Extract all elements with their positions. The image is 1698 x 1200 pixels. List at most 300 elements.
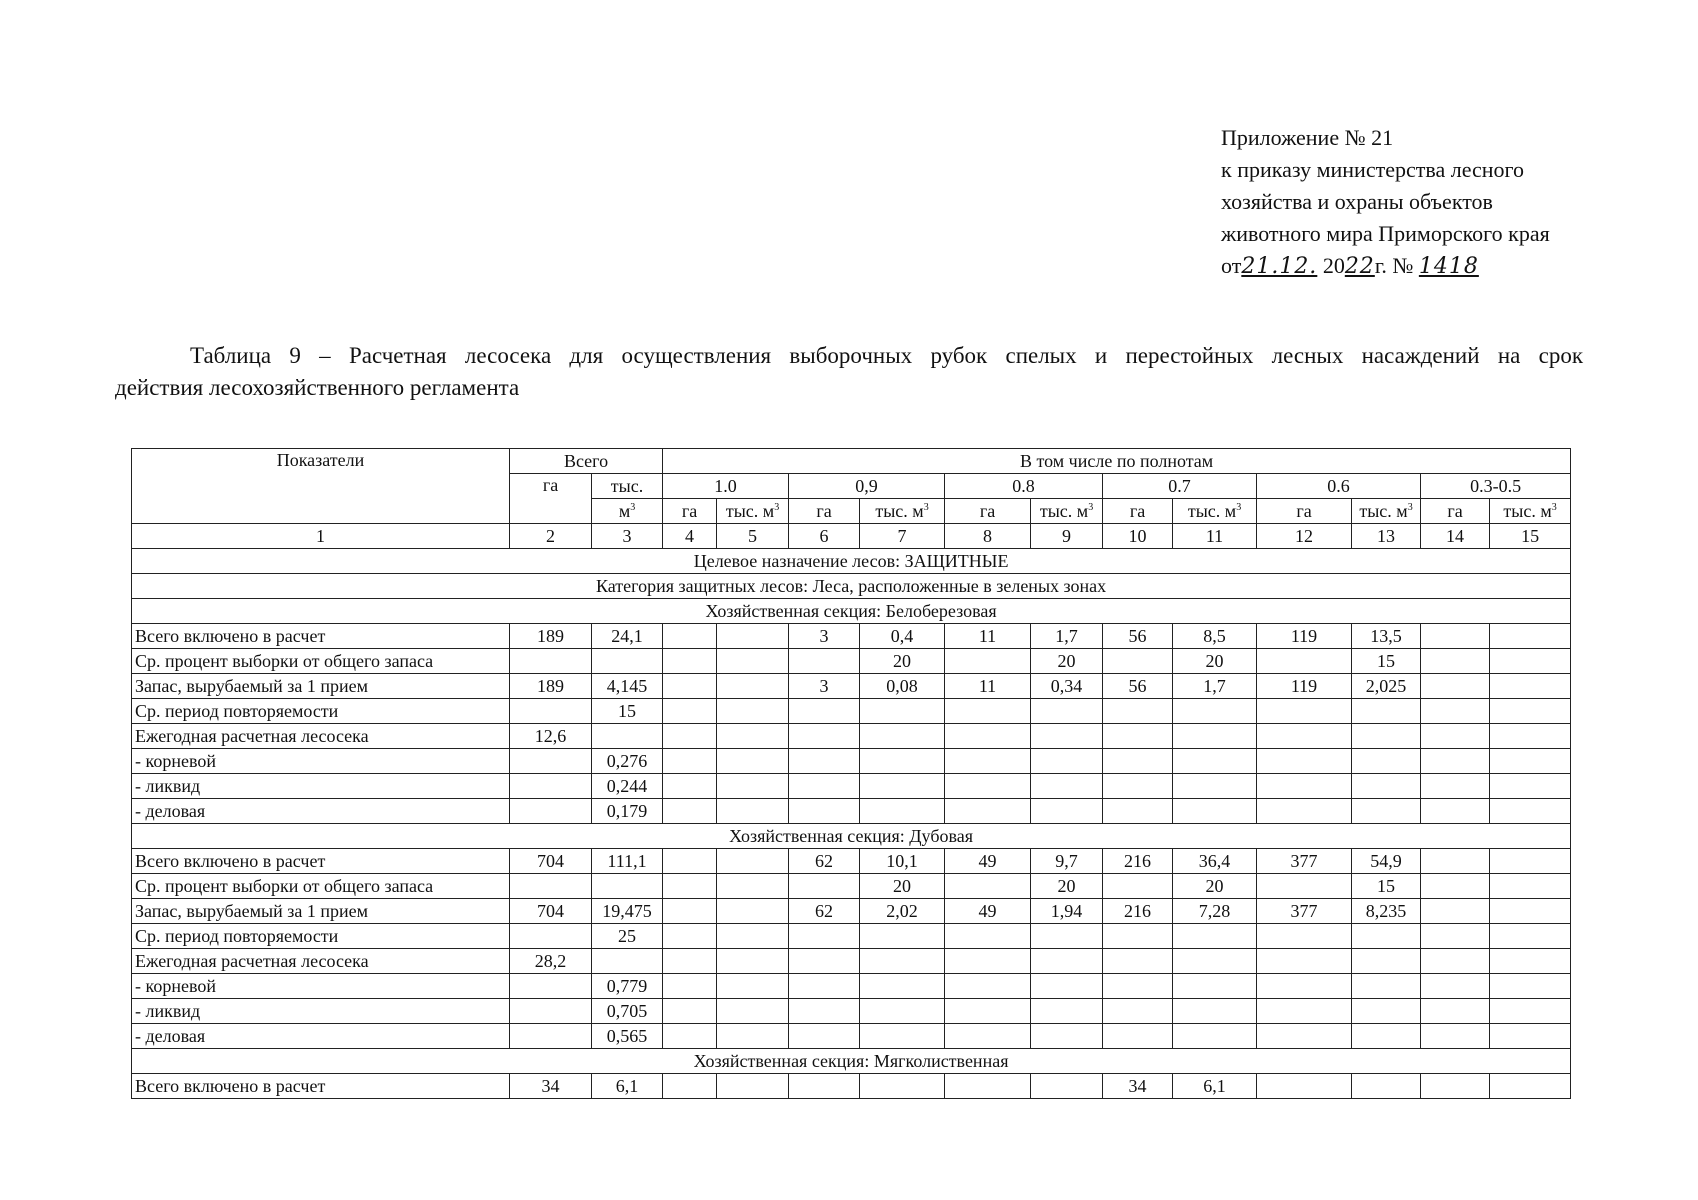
header-density-3: 0.8 xyxy=(945,474,1103,499)
column-number: 14 xyxy=(1421,524,1490,549)
table-cell: 34 xyxy=(510,1074,592,1099)
table-cell xyxy=(1490,849,1571,874)
table-cell xyxy=(663,1024,717,1049)
table-cell xyxy=(860,1024,945,1049)
table-cell: 189 xyxy=(510,624,592,649)
table-row xyxy=(132,799,1571,824)
table-cell xyxy=(663,999,717,1024)
forest-purpose: Целевое назначение лесов: ЗАЩИТНЫЕ xyxy=(132,549,1571,574)
appendix-block xyxy=(1221,122,1550,283)
table-cell xyxy=(1031,699,1103,724)
table-cell xyxy=(945,724,1031,749)
table-cell xyxy=(1421,749,1490,774)
table-cell xyxy=(1421,924,1490,949)
table-cell xyxy=(1421,699,1490,724)
row-label: Всего включено в расчет xyxy=(132,1074,510,1099)
table-cell xyxy=(592,949,663,974)
table-cell xyxy=(1031,974,1103,999)
unit-ths-m: тыс. м xyxy=(725,501,775,521)
table-cell xyxy=(1031,724,1103,749)
column-number: 5 xyxy=(717,524,789,549)
header-unit-ha: га xyxy=(945,499,1031,524)
table-cell: 9,7 xyxy=(1031,849,1103,874)
table-row xyxy=(132,649,1571,674)
table-cell: 7,28 xyxy=(1173,899,1257,924)
table-cell xyxy=(1421,849,1490,874)
table-cell xyxy=(1257,874,1352,899)
table-cell xyxy=(717,1074,789,1099)
table-cell xyxy=(510,749,592,774)
table-cell: 24,1 xyxy=(592,624,663,649)
table-cell xyxy=(663,674,717,699)
table-cell: 36,4 xyxy=(1173,849,1257,874)
table-cell xyxy=(1421,649,1490,674)
header-unit-ha: га xyxy=(1103,499,1173,524)
table-cell xyxy=(1490,799,1571,824)
economic-section-title: Хозяйственная секция: Дубовая xyxy=(132,824,1571,849)
header-total-ths: тыс. xyxy=(592,474,663,499)
table-cell xyxy=(510,874,592,899)
table-cell xyxy=(1257,749,1352,774)
unit-ths-m: тыс. м xyxy=(1503,501,1552,521)
table-cell xyxy=(663,849,717,874)
table-cell xyxy=(860,724,945,749)
table-cell xyxy=(663,624,717,649)
table-cell xyxy=(789,949,860,974)
table-cell xyxy=(663,774,717,799)
table-cell xyxy=(510,774,592,799)
table-cell xyxy=(1490,924,1571,949)
table-cell: 2,02 xyxy=(860,899,945,924)
row-label: Ср. процент выборки от общего запаса xyxy=(132,649,510,674)
table-cell xyxy=(717,724,789,749)
table-cell xyxy=(789,749,860,774)
table-cell xyxy=(1352,1024,1421,1049)
table-cell: 0,08 xyxy=(860,674,945,699)
logging-table xyxy=(131,448,1571,1099)
table-cell xyxy=(1490,749,1571,774)
table-cell xyxy=(1421,999,1490,1024)
table-cell: 13,5 xyxy=(1352,624,1421,649)
table-cell: 34 xyxy=(1103,1074,1173,1099)
table-cell xyxy=(789,1074,860,1099)
table-cell xyxy=(663,799,717,824)
row-label: Ср. период повторяемости xyxy=(132,924,510,949)
table-row xyxy=(132,949,1571,974)
table-cell: 0,779 xyxy=(592,974,663,999)
table-cell xyxy=(717,999,789,1024)
table-cell: 3 xyxy=(789,674,860,699)
table-cell xyxy=(1173,699,1257,724)
row-label: Ср. период повторяемости xyxy=(132,699,510,724)
table-cell: 0,179 xyxy=(592,799,663,824)
table-cell xyxy=(717,699,789,724)
table-cell xyxy=(1421,899,1490,924)
row-label: - ликвид xyxy=(132,999,510,1024)
unit-ths-m: тыс. м xyxy=(1187,501,1237,521)
table-cell xyxy=(789,1024,860,1049)
header-unit-ths-m3 xyxy=(1352,499,1421,524)
table-caption xyxy=(115,340,1583,404)
table-cell xyxy=(1352,1074,1421,1099)
table-cell: 49 xyxy=(945,899,1031,924)
section-row xyxy=(132,599,1571,624)
header-by-density: В том числе по полнотам xyxy=(663,449,1571,474)
table-row xyxy=(132,1024,1571,1049)
table-cell: 20 xyxy=(1031,874,1103,899)
header-total-m3 xyxy=(592,499,663,524)
table-cell xyxy=(510,1024,592,1049)
table-row xyxy=(132,699,1571,724)
table-cell xyxy=(1173,949,1257,974)
table-cell: 704 xyxy=(510,899,592,924)
table-cell xyxy=(510,799,592,824)
table-cell xyxy=(663,924,717,949)
table-row xyxy=(132,874,1571,899)
table-cell xyxy=(1173,999,1257,1024)
table-cell xyxy=(945,924,1031,949)
table-cell: 1,7 xyxy=(1173,674,1257,699)
column-number: 2 xyxy=(510,524,592,549)
table-cell: 49 xyxy=(945,849,1031,874)
table-cell xyxy=(1421,624,1490,649)
table-cell xyxy=(663,899,717,924)
header-density-5: 0.6 xyxy=(1257,474,1421,499)
table-cell xyxy=(1103,974,1173,999)
table-cell: 0,244 xyxy=(592,774,663,799)
header-density-2: 0,9 xyxy=(789,474,945,499)
table-cell: 0,276 xyxy=(592,749,663,774)
year-suffix: г. № xyxy=(1374,253,1414,278)
table-cell: 25 xyxy=(592,924,663,949)
table-cell xyxy=(1490,999,1571,1024)
table-cell xyxy=(663,874,717,899)
table-cell: 15 xyxy=(592,699,663,724)
table-cell xyxy=(717,749,789,774)
table-row xyxy=(132,999,1571,1024)
table-cell xyxy=(663,649,717,674)
table-cell: 1,7 xyxy=(1031,624,1103,649)
table-cell xyxy=(1490,674,1571,699)
section-row xyxy=(132,574,1571,599)
table-cell xyxy=(510,974,592,999)
column-number: 6 xyxy=(789,524,860,549)
table-cell xyxy=(789,974,860,999)
caption-line-2: действия лесохозяйственного регламента xyxy=(115,375,520,400)
table-cell xyxy=(663,699,717,724)
table-cell xyxy=(1352,924,1421,949)
table-cell xyxy=(1031,999,1103,1024)
table-cell: 62 xyxy=(789,849,860,874)
header-unit-ha: га xyxy=(1421,499,1490,524)
column-number: 1 xyxy=(132,524,510,549)
row-label: - деловая xyxy=(132,799,510,824)
table-row xyxy=(132,1074,1571,1099)
table-cell xyxy=(1421,774,1490,799)
table-cell xyxy=(1031,949,1103,974)
table-cell xyxy=(1352,774,1421,799)
table-cell: 19,475 xyxy=(592,899,663,924)
table-cell xyxy=(663,1074,717,1099)
column-number: 8 xyxy=(945,524,1031,549)
table-cell xyxy=(510,649,592,674)
row-label: Запас, вырубаемый за 1 прием xyxy=(132,899,510,924)
table-cell xyxy=(663,724,717,749)
table-cell: 189 xyxy=(510,674,592,699)
table-cell xyxy=(1257,799,1352,824)
table-cell xyxy=(1352,949,1421,974)
table-cell xyxy=(945,974,1031,999)
row-label: - корневой xyxy=(132,749,510,774)
table-cell xyxy=(1490,774,1571,799)
table-cell xyxy=(860,699,945,724)
table-cell xyxy=(510,699,592,724)
table-cell xyxy=(663,749,717,774)
table-cell: 8,235 xyxy=(1352,899,1421,924)
column-number: 9 xyxy=(1031,524,1103,549)
table-cell: 704 xyxy=(510,849,592,874)
table-cell xyxy=(1173,974,1257,999)
table-cell xyxy=(945,774,1031,799)
table-cell xyxy=(789,699,860,724)
table-cell xyxy=(1421,799,1490,824)
header-unit-ha: га xyxy=(1257,499,1352,524)
header-unit-ths-m3 xyxy=(860,499,945,524)
table-cell: 56 xyxy=(1103,674,1173,699)
table-cell xyxy=(1103,649,1173,674)
table-cell xyxy=(1490,899,1571,924)
year-signature: 22 xyxy=(1344,254,1375,279)
date-prefix: от xyxy=(1221,253,1242,278)
row-label: Запас, вырубаемый за 1 прием xyxy=(132,674,510,699)
appendix-line-3: хозяйства и охраны объектов xyxy=(1221,189,1493,214)
appendix-line-2: к приказу министерства лесного xyxy=(1221,157,1525,182)
table-cell xyxy=(717,674,789,699)
table-cell xyxy=(1173,924,1257,949)
table-cell: 377 xyxy=(1257,899,1352,924)
column-number: 7 xyxy=(860,524,945,549)
table-cell xyxy=(1103,774,1173,799)
table-cell xyxy=(717,899,789,924)
section-row xyxy=(132,1049,1571,1074)
table-cell xyxy=(789,999,860,1024)
table-cell xyxy=(592,724,663,749)
unit-sup: 3 xyxy=(1088,502,1094,513)
table-cell xyxy=(1257,724,1352,749)
table-cell xyxy=(1031,774,1103,799)
table-cell xyxy=(1173,799,1257,824)
table-cell xyxy=(860,949,945,974)
header-row-1 xyxy=(132,449,1571,474)
table-cell xyxy=(1257,774,1352,799)
unit-sup: 3 xyxy=(630,502,636,513)
table-cell: 0,4 xyxy=(860,624,945,649)
economic-section-title: Хозяйственная секция: Белоберезовая xyxy=(132,599,1571,624)
header-total: Всего xyxy=(510,449,663,474)
table-cell: 28,2 xyxy=(510,949,592,974)
table-cell xyxy=(1490,974,1571,999)
column-number: 12 xyxy=(1257,524,1352,549)
table-cell xyxy=(860,924,945,949)
table-cell xyxy=(1490,1074,1571,1099)
table-cell xyxy=(789,724,860,749)
table-cell xyxy=(717,1024,789,1049)
table-cell: 119 xyxy=(1257,624,1352,649)
table-cell xyxy=(789,874,860,899)
table-cell: 6,1 xyxy=(592,1074,663,1099)
table-cell xyxy=(860,749,945,774)
table-cell xyxy=(1031,1074,1103,1099)
table-cell xyxy=(1490,649,1571,674)
table-cell: 377 xyxy=(1257,849,1352,874)
header-unit-ha: га xyxy=(789,499,860,524)
table-cell: 20 xyxy=(860,649,945,674)
row-label: Всего включено в расчет xyxy=(132,849,510,874)
table-cell xyxy=(717,924,789,949)
table-cell xyxy=(663,949,717,974)
table-cell xyxy=(1103,799,1173,824)
table-cell xyxy=(789,799,860,824)
header-unit-ha: га xyxy=(663,499,717,524)
table-cell xyxy=(510,999,592,1024)
table-cell: 4,145 xyxy=(592,674,663,699)
table-cell xyxy=(945,749,1031,774)
table-cell xyxy=(1257,699,1352,724)
table-cell xyxy=(789,924,860,949)
table-cell xyxy=(1352,724,1421,749)
table-cell xyxy=(860,774,945,799)
table-row xyxy=(132,749,1571,774)
table-cell xyxy=(1103,724,1173,749)
table-cell xyxy=(1103,999,1173,1024)
section-row xyxy=(132,549,1571,574)
table-cell xyxy=(717,799,789,824)
table-cell xyxy=(717,649,789,674)
caption-line-1: Таблица 9 – Расчетная лесосека для осуществления выборочных рубок спелых и перестойных лесных насаждений на срок xyxy=(190,343,1583,368)
table-cell xyxy=(1352,749,1421,774)
table-row xyxy=(132,724,1571,749)
protective-category: Категория защитных лесов: Леса, расположенные в зеленых зонах xyxy=(132,574,1571,599)
table-cell xyxy=(663,974,717,999)
table-cell: 54,9 xyxy=(1352,849,1421,874)
table-cell: 20 xyxy=(860,874,945,899)
table-cell xyxy=(592,874,663,899)
unit-sup: 3 xyxy=(1407,502,1413,513)
table-cell xyxy=(1421,874,1490,899)
table-row xyxy=(132,899,1571,924)
table-cell xyxy=(1103,1024,1173,1049)
header-total-ha: га xyxy=(510,474,592,524)
table-cell xyxy=(945,874,1031,899)
table-cell xyxy=(1490,724,1571,749)
table-cell: 6,1 xyxy=(1173,1074,1257,1099)
table-cell xyxy=(1257,974,1352,999)
table-cell xyxy=(1103,699,1173,724)
column-number: 11 xyxy=(1173,524,1257,549)
unit-ths-m: тыс. м xyxy=(1359,501,1408,521)
header-unit-ths-m3 xyxy=(1031,499,1103,524)
table-cell xyxy=(717,949,789,974)
table-cell xyxy=(1031,1024,1103,1049)
table-cell xyxy=(1257,999,1352,1024)
table-cell: 20 xyxy=(1031,649,1103,674)
table-cell: 8,5 xyxy=(1173,624,1257,649)
table-cell: 216 xyxy=(1103,899,1173,924)
row-label: Всего включено в расчет xyxy=(132,624,510,649)
row-label: Ежегодная расчетная лесосека xyxy=(132,724,510,749)
table-cell: 20 xyxy=(1173,649,1257,674)
unit-sup: 3 xyxy=(1236,502,1242,513)
table-cell xyxy=(1352,799,1421,824)
table-cell: 11 xyxy=(945,624,1031,649)
table-cell xyxy=(1103,874,1173,899)
column-number: 15 xyxy=(1490,524,1571,549)
table-row xyxy=(132,974,1571,999)
table-cell xyxy=(945,699,1031,724)
unit-ths-m: тыс. м xyxy=(1039,501,1089,521)
column-number: 13 xyxy=(1352,524,1421,549)
table-cell xyxy=(789,774,860,799)
unit-sup: 3 xyxy=(774,502,780,513)
table-row xyxy=(132,849,1571,874)
unit-m: м xyxy=(618,501,631,521)
header-density-4: 0.7 xyxy=(1103,474,1257,499)
table-cell xyxy=(1031,749,1103,774)
table-cell xyxy=(1490,874,1571,899)
table-cell xyxy=(1257,1074,1352,1099)
table-cell xyxy=(1490,699,1571,724)
table-cell xyxy=(1103,949,1173,974)
table-cell: 0,565 xyxy=(592,1024,663,1049)
table-cell: 10,1 xyxy=(860,849,945,874)
table-cell xyxy=(1421,674,1490,699)
table-cell xyxy=(945,949,1031,974)
table-cell: 119 xyxy=(1257,674,1352,699)
row-label: - корневой xyxy=(132,974,510,999)
table-cell xyxy=(1421,724,1490,749)
column-number: 3 xyxy=(592,524,663,549)
table-cell: 216 xyxy=(1103,849,1173,874)
table-cell xyxy=(1173,724,1257,749)
table-cell xyxy=(592,649,663,674)
table-cell xyxy=(1031,799,1103,824)
table-cell: 20 xyxy=(1173,874,1257,899)
table-cell: 56 xyxy=(1103,624,1173,649)
economic-section-title: Хозяйственная секция: Мягколиственная xyxy=(132,1049,1571,1074)
table-cell xyxy=(1490,624,1571,649)
table-cell xyxy=(945,649,1031,674)
table-cell xyxy=(1421,949,1490,974)
column-number: 10 xyxy=(1103,524,1173,549)
row-label: - ликвид xyxy=(132,774,510,799)
table-cell xyxy=(945,1024,1031,1049)
header-density-1: 1.0 xyxy=(663,474,789,499)
table-cell xyxy=(860,974,945,999)
row-label: Ежегодная расчетная лесосека xyxy=(132,949,510,974)
table-cell xyxy=(1421,1074,1490,1099)
table-cell xyxy=(717,774,789,799)
table-cell xyxy=(945,1074,1031,1099)
table-cell xyxy=(1257,924,1352,949)
header-unit-ths-m3 xyxy=(1173,499,1257,524)
table-cell: 62 xyxy=(789,899,860,924)
section-row xyxy=(132,824,1571,849)
header-unit-ths-m3 xyxy=(717,499,789,524)
table-row xyxy=(132,674,1571,699)
number-signature: 1418 xyxy=(1418,254,1479,279)
table-cell xyxy=(717,849,789,874)
table-cell xyxy=(1257,1024,1352,1049)
